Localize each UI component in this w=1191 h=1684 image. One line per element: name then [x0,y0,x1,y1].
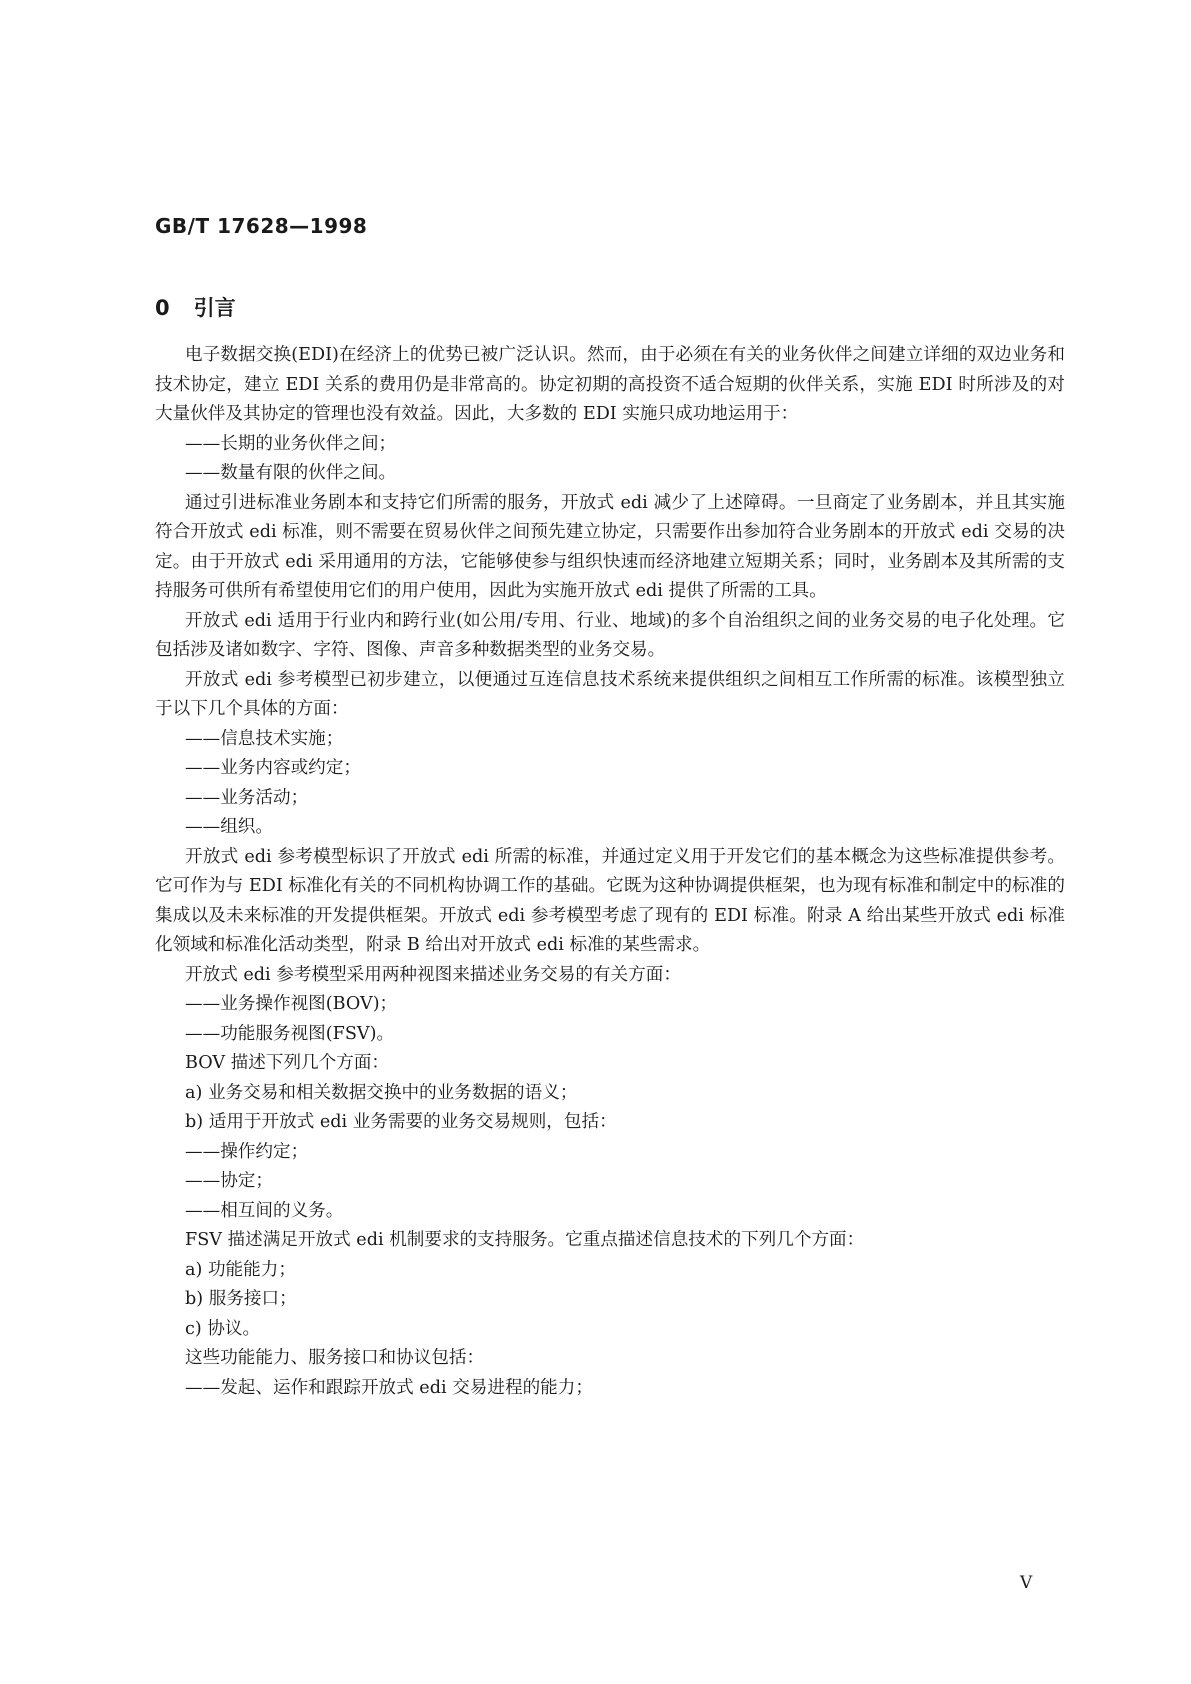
section-number: 0 [155,296,170,320]
list-item: c) 协议。 [185,1318,261,1339]
section-title: 引言 [193,296,236,320]
paragraph: 通过引进标准业务剧本和支持它们所需的服务，开放式 edi 减少了上述障碍。一旦商定了业务剧本，并且其实施符合开放式 edi 标准，则不需要在贸易伙伴之间预先建立协定，只需要作出参加符合业务剧本的开放式 edi 交易的决定。由于开放式 edi 采用通用的方法，它能够使参与组织快速而经济地建立短期关系；同时，业务剧本及其所需的支持服务可供所有希望使用它们的用户使用，因此为实施开放式 edi 提供了所需的工具。 [155,492,1065,601]
paragraph: 开放式 edi 参考模型标识了开放式 edi 所需的标准，并通过定义用于开发它们的基本概念为这些标准提供参考。它可作为与 EDI 标准化有关的不同机构协调工作的基础。它既为这种协调提供框架，也为现有标准和制定中的标准的集成以及未来标准的开发提供框架。开放式 edi 参考模型考虑了现有的 EDI 标准。附录 A 给出某些开放式 edi 标准化领域和标准化活动类型，附录 B 给出对开放式 edi 标准的某些需求。 [155,846,1065,955]
list-item: ——信息技术实施； [185,728,344,749]
standard-code: GB/T 17628—1998 [155,214,368,238]
paragraph: BOV 描述下列几个方面： [185,1053,390,1073]
paragraph: FSV 描述满足开放式 edi 机制要求的支持服务。它重点描述信息技术的下列几个方面： [185,1230,865,1250]
paragraph: 开放式 edi 参考模型采用两种视图来描述业务交易的有关方面： [185,964,681,985]
list-item: a) 业务交易和相关数据交换中的业务数据的语义； [185,1082,578,1103]
paragraph: 开放式 edi 参考模型已初步建立，以便通过互连信息技术系统来提供组织之间相互工作所需的标准。该模型独立于以下几个具体的方面： [155,669,1065,719]
list-item: ——操作约定； [185,1141,309,1162]
list-item: ——发起、运作和跟踪开放式 edi 交易进程的能力； [185,1377,593,1398]
list-item: ——业务操作视图(BOV)； [185,994,398,1014]
page-number: V [1020,1573,1033,1593]
list-item: ——相互间的义务。 [185,1200,344,1221]
section-heading [155,292,236,322]
list-item: ——协定； [185,1171,273,1191]
list-item: ——组织。 [185,817,273,837]
document-body [155,341,1065,1403]
paragraph: 开放式 edi 适用于行业内和跨行业(如公用/专用、行业、地域)的多个自治组织之间的业务交易的电子化处理。它包括涉及诸如数字、字符、图像、声音多种数据类型的业务交易。 [155,610,1065,660]
list-item: b) 服务接口； [185,1289,297,1309]
list-item: ——长期的业务伙伴之间； [185,433,397,454]
list-item: ——业务活动； [185,787,309,808]
list-item: a) 功能能力； [185,1259,296,1280]
list-item: b) 适用于开放式 edi 业务需要的业务交易规则，包括： [185,1112,617,1132]
list-item: ——功能服务视图(FSV)。 [185,1023,395,1044]
paragraph: 这些功能能力、服务接口和协议包括： [185,1348,485,1368]
paragraph: 电子数据交换(EDI)在经济上的优势已被广泛认识。然而，由于必须在有关的业务伙伴之间建立详细的双边业务和技术协定，建立 EDI 关系的费用仍是非常高的。协定初期的高投资不适合短期的伙伴关系，实施 EDI 时所涉及的对大量伙伴及其协定的管理也没有效益。因此，大多数的 EDI 实施只成功地运用于： [155,345,1065,424]
list-item: ——数量有限的伙伴之间。 [185,463,397,483]
list-item: ——业务内容或约定； [185,758,361,778]
